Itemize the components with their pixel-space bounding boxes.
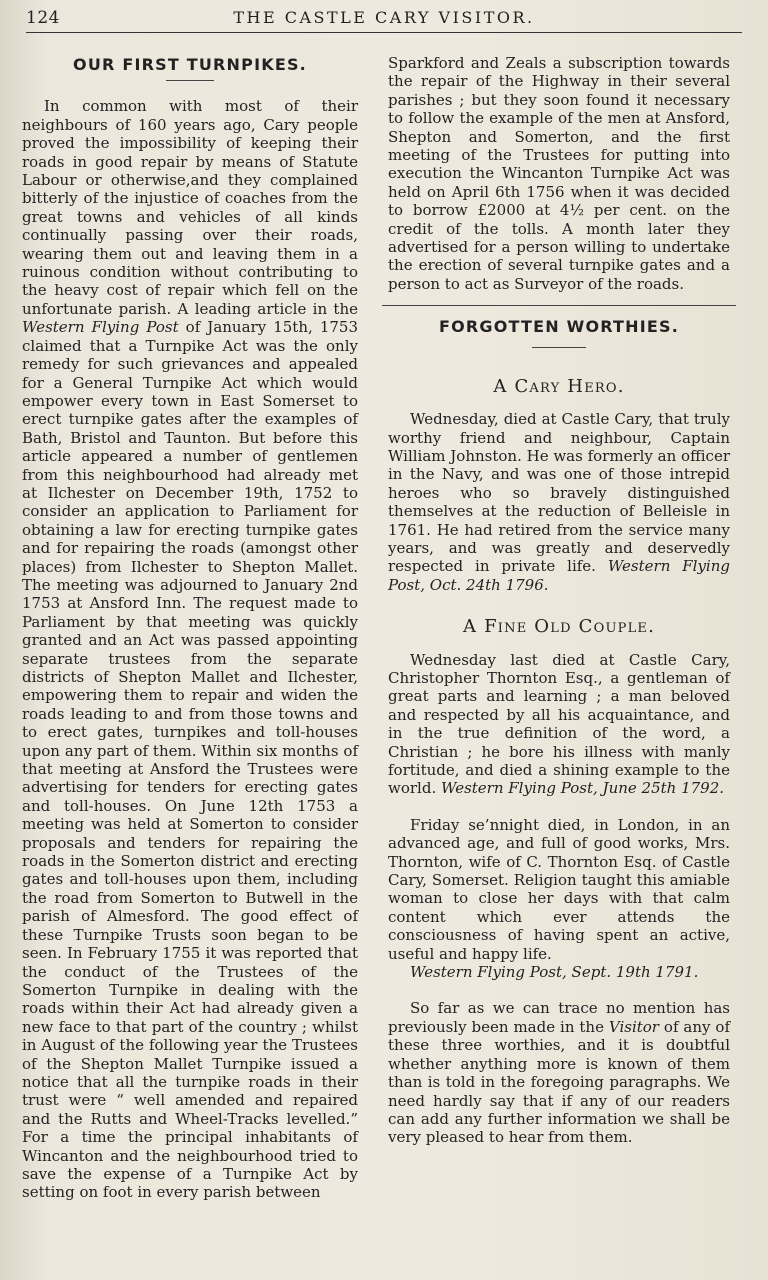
- editorial-closing: [388, 999, 730, 1146]
- section-title: FORGOTTEN WORTHIES.: [438, 317, 680, 337]
- obituary-johnston: [388, 410, 730, 594]
- closing-text-a: So far as we can trace no mention has previously been made in the: [388, 999, 730, 1036]
- page-number: 124: [26, 8, 60, 28]
- article-continuation: Sparkford and Zeals a subscription towards the repair of the Highway in their several parishes ; but they soon found it necessary to follow the example of the men at Ansford, Shepton and Somerton, and the first meeting of the Trustees for putting into execution the Wincanton Turnpike Act was held on April 6th 1756 when it was decided to borrow £2000 at 4½ per cent. on the credit of the tolls. A month later they advertised for a person willing to undertake the erection of several turnpike gates and a person to act as Surveyor of the roads.: [388, 54, 730, 293]
- article-body: [22, 97, 358, 1201]
- closing-text-b: of any of these three worthies, and it is doubtful whether anything more is known of them than is told in the foregoing paragraphs. We need hardly say that if any of our readers can add any further information we shall be very pleased to hear from them.: [388, 1017, 730, 1147]
- obituary-christopher-thornton: [388, 651, 730, 798]
- title-rule: [166, 80, 214, 81]
- journal-title: THE CASTLE CARY VISITOR.: [233, 8, 535, 27]
- obituary-source: Western Flying Post, Oct. 24th 1796.: [388, 557, 730, 594]
- subheading-cary-hero: A Cary Hero.: [493, 375, 625, 397]
- article-text-b: of January 15th, 1753 claimed that a Turnpike Act was the only remedy for such grievances and appealed for a General Turnpike Act which would empower every town in East Somerset to erect turnpike gates after the examples of Bath, Bristol and Taunton. But before this article appeared a number of gentlemen from this neighbourhood had already met at Ilchester on December 19th, 1752 to consider an application to Parliament for obtaining a law for erecting turnpike gates and for repairing the roads (amongst other places) from Ilchester to Shepton Mallet. The meeting was adjourned to January 2nd 1753 at Ansford Inn. The request made to Parliament by that meeting was quickly granted and an Act was passed appointing separate trustees from the separate districts of Shepton Mallet and Ilchester, empowering them to repair and widen the roads leading to and from those towns and to erect gates, turnpikes and toll-houses upon any part of them. Within six months of that meeting at Ansford the Trustees were advertising for tenders for erecting gates and toll-houses. On June 12th 1753 a meeting was held at Somerton to consider proposals and tenders for repairing the roads in the Somerton district and erecting gates and toll-houses upon them, including the road from Somerton to Butwell in the parish of Almesford. The good effect of these Turnpike Trusts soon began to be seen. In February 1755 it was reported that the conduct of the Trustees of the Somerton Turnpike in dealing with the roads within their Act had already given a new face to that part of the country ; whilst in August of the following year the Trustees of the Shepton Mallet Turnpike issued a notice that all the turnpike roads in their trust were “ well amended and repaired and the Rutts and Wheel-Tracks levelled.” For a time the principal inhabitants of Wincanton and the neighbourhood tried to save the expense of a Turnpike Act by setting on foot in every parish between: [22, 318, 358, 1202]
- running-header: [26, 8, 742, 33]
- right-column: [388, 54, 730, 1147]
- journal-name: Visitor: [608, 1017, 659, 1036]
- left-column: [22, 54, 358, 1202]
- section-title-rule: [532, 347, 586, 348]
- newspaper-name: Western Flying Post: [22, 318, 179, 337]
- subheading-fine-old-couple: A Fine Old Couple.: [462, 616, 656, 638]
- section-divider: [382, 305, 736, 306]
- obituary-text: Wednesday, died at Castle Cary, that truly worthy friend and neighbour, Captain William Johnston. He was formerly an officer in the Navy, and was one of those intrepid heroes who so bravely distinguished themselves at the reduction of Belleisle in 1761. He had retired from the service many years, and was greatly and deservedly respected in private life.: [388, 410, 730, 576]
- obituary-mrs-thornton: Friday se’nnight died, in London, in an advanced age, and full of good works, Mrs. Thornton, wife of C. Thornton Esq. of Castle Cary, Somerset. Religion taught this amiable woman to close her days with that calm content which ever attends the consciousness of having spent an active, useful and happy life.: [388, 815, 730, 963]
- obituary-source: Western Flying Post, Sept. 19th 1791.: [410, 963, 699, 982]
- obituary-text: Wednesday last died at Castle Cary, Christopher Thornton Esq., a gentleman of great parts and learning ; a man beloved and respected by all his acquaintance, and in the true definition of the word, a Christian ; he bore his illness with manly fortitude, and died a shining example to the world.: [388, 650, 730, 798]
- obituary-source-dateline: [388, 963, 730, 981]
- article-title: OUR FIRST TURNPIKES.: [73, 55, 307, 74]
- article-text-a: In common with most of their neighbours of 160 years ago, Cary people proved the impossibility of keeping their roads in good repair by means of Statute Labour or otherwise,and they complained bitterly of the injustice of coaches from the great towns and vehicles of all kinds continually passing over their roads, wearing them out and leaving them in a ruinous condition without contributing to the heavy cost of repair which fell on the unfortunate parish. A leading article in the: [22, 97, 358, 318]
- obituary-source: Western Flying Post, June 25th 1792.: [441, 779, 725, 798]
